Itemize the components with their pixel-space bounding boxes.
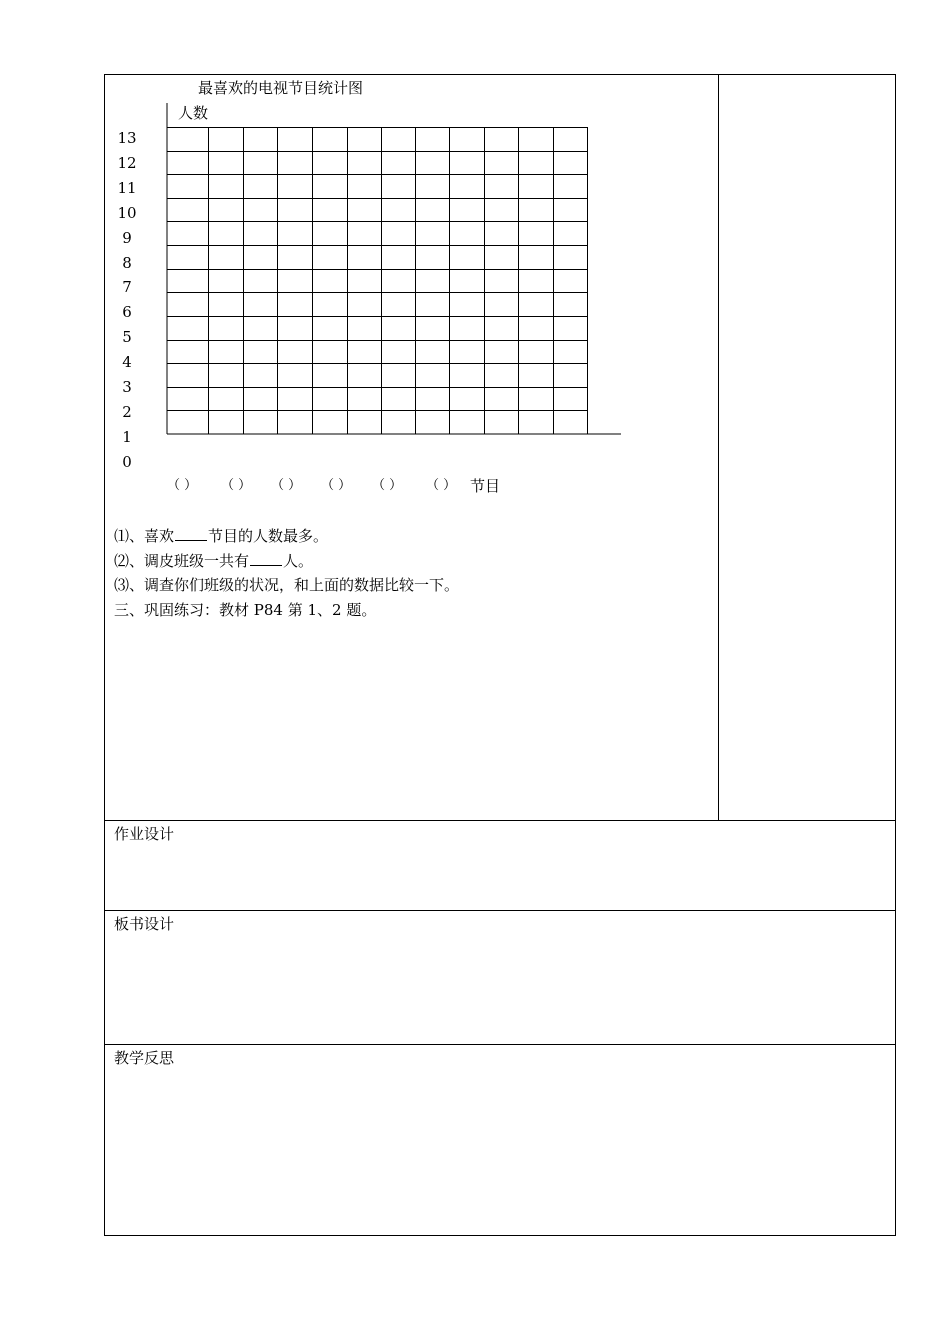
y-tick-label: 7 [122,278,132,297]
y-axis-label: 人数 [178,104,209,122]
y-tick-label: 12 [117,153,137,172]
category-placeholder-3: （ ） [271,478,302,493]
category-placeholder-4: （ ） [321,478,352,493]
question-1-prefix: ⑴、喜欢 [114,527,175,545]
category-placeholder-5: （ ） [372,478,403,493]
y-tick-label: 11 [117,178,137,197]
chart-grid [0,0,950,500]
y-tick-label: 1 [122,427,132,446]
question-2-prefix: ⑵、调皮班级一共有 [114,552,250,570]
category-placeholder-1: （ ） [167,478,198,493]
y-tick-label: 10 [117,203,137,222]
question-1 [114,526,328,545]
y-tick-label: 4 [122,353,132,372]
question-3: ⑶、调查你们班级的状况，和上面的数据比较一下。 [114,576,460,594]
teaching-reflection-label: 教学反思 [114,1049,175,1067]
category-placeholder-6: （ ） [426,478,457,493]
y-tick-label: 5 [122,328,132,347]
x-axis-label: 节目 [470,477,501,495]
question-2-suffix: 人。 [283,552,314,570]
y-tick-label: 13 [117,129,137,147]
table-row-divider-homework [104,820,896,821]
y-tick-label: 2 [122,402,132,421]
y-tick-label: 8 [122,253,132,272]
y-tick-label: 9 [122,228,132,247]
table-border-bottom [104,1235,896,1236]
chart-title: 最喜欢的电视节目统计图 [198,79,364,97]
question-1-suffix: 节目的人数最多。 [208,527,329,545]
answer-blank-1[interactable] [175,526,207,541]
category-placeholder-2: （ ） [221,478,252,493]
homework-design-label: 作业设计 [114,825,175,843]
table-row-divider-reflection [104,1044,896,1045]
answer-blank-2[interactable] [250,551,282,566]
y-tick-label: 6 [122,303,132,322]
table-row-divider-board [104,910,896,911]
question-2 [114,551,313,570]
board-design-label: 板书设计 [114,915,175,933]
y-tick-label: 0 [122,452,132,471]
practice-line: 三、巩固练习：教材 P84 第 1、2 题。 [114,601,377,619]
y-tick-label: 3 [122,378,132,396]
